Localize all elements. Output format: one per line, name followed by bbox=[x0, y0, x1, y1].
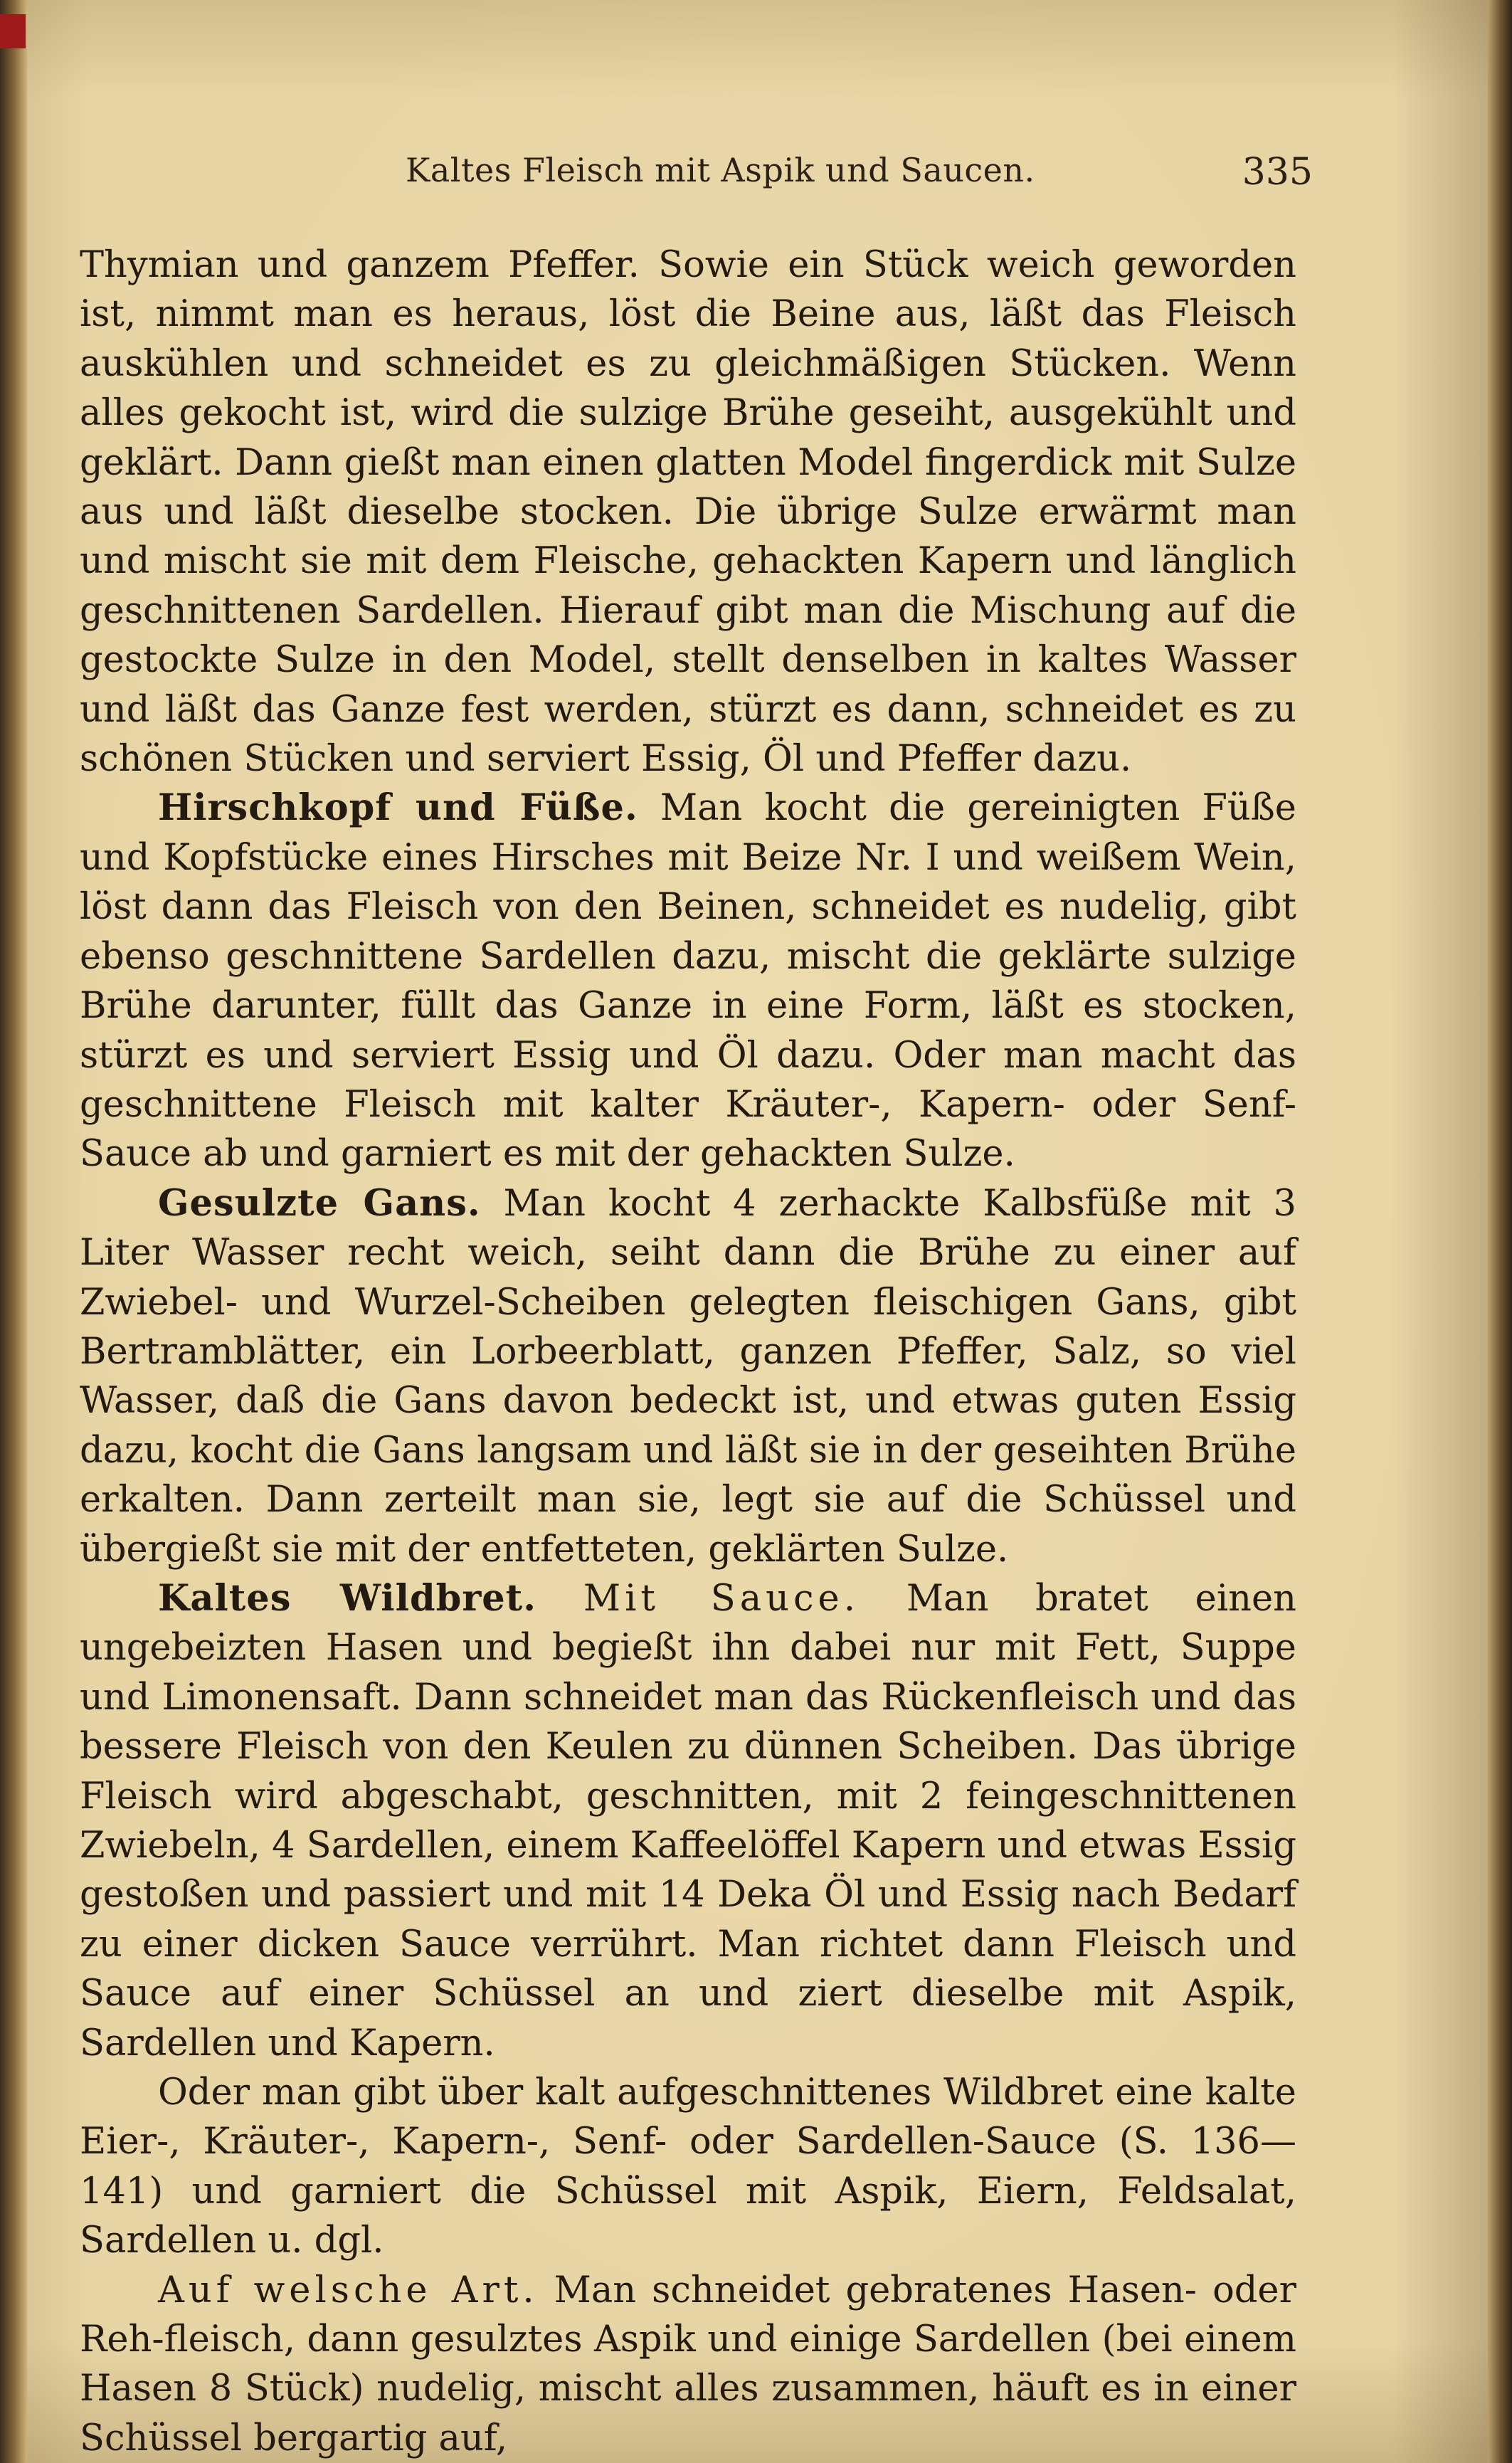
paragraph bbox=[80, 784, 1296, 1178]
red-bookmark-mark bbox=[0, 14, 26, 48]
paragraph bbox=[80, 2068, 1296, 2266]
paragraph-text: Oder man gibt über kalt aufgeschnittenes Wildbret eine kalte Eier-, Kräuter-, Kapern-, Senf- oder Sardellen-Sauce (S. 136—141) und garniert die Schüssel mit Aspik, Eiern, Feldsalat, Sardellen u. dgl. bbox=[80, 2072, 1296, 2262]
paragraph bbox=[80, 2266, 1296, 2463]
recipe-subheading: Mit Sauce. bbox=[583, 1577, 860, 1620]
page-header bbox=[406, 151, 1313, 201]
paragraph-text: Thymian und ganzem Pfeffer. Sowie ein Stück weich geworden ist, nimmt man es heraus, löst die Beine aus, läßt das Fleisch auskühlen und schneidet es zu gleichmäßigen Stücken. Wenn alles gekocht ist, wird die sulzige Brühe geseiht, ausgekühlt und geklärt. Dann gießt man einen glatten Model fingerdick mit Sulze aus und läßt dieselbe stocken. Die übrige Sulze erwärmt man und mischt sie mit dem Fleische, gehackten Kapern und länglich geschnittenen Sardellen. Hierauf gibt man die Mischung auf die gestockte Sulze in den Model, stellt denselben in kaltes Wasser und läßt das Ganze fest werden, stürzt es dann, schneidet es zu schönen Stücken und serviert Essig, Öl und Pfeffer dazu. bbox=[80, 244, 1296, 781]
paragraph-text: Man kocht 4 zerhackte Kalbsfüße mit 3 Liter Wasser recht weich, seiht dann die Brühe zu einer auf Zwiebel- und Wurzel-Scheiben gelegten fleischigen Gans, gibt Bertramblätter, ein Lorbeerblatt, ganzen Pfeffer, Salz, so viel Wasser, daß die Gans davon bedeckt ist, und etwas guten Essig dazu, kocht die Gans langsam und läßt sie in der geseihten Brühe erkalten. Dann zerteilt man sie, legt sie auf die Schüssel und übergießt sie mit der entfetteten, geklärten Sulze. bbox=[80, 1182, 1297, 1571]
recipe-heading: Gesulzte Gans. bbox=[158, 1181, 481, 1225]
recipe-heading: Kaltes Wildbret. bbox=[158, 1576, 536, 1620]
paragraph-text: Man kocht die gereinigten Füße und Kopfstücke eines Hirsches mit Beize Nr. I und weißem Wein, löst dann das Fleisch von den Beinen, schneidet es nudelig, gibt ebenso geschnittene Sardellen dazu, mischt die geklärte sulzige Brühe darunter, füllt das Ganze in eine Form, läßt es stocken, stürzt es und serviert Essig und Öl dazu. Oder man macht das geschnittene Fleisch mit kalter Kräuter-, Kapern- oder Senf-Sauce ab und garniert es mit der gehackten Sulze. bbox=[80, 787, 1296, 1176]
paragraph bbox=[80, 1179, 1296, 1574]
body-text bbox=[80, 241, 1296, 2463]
page-left-edge bbox=[0, 0, 27, 2463]
recipe-heading: Hirschkopf und Füße. bbox=[158, 786, 638, 830]
page-number: 335 bbox=[1242, 151, 1313, 194]
paragraph-text: Man bratet einen ungebeizten Hasen und begießt ihn dabei nur mit Fett, Suppe und Limonensaft. Dann schneidet man das Rückenfleisch und das bessere Fleisch von den Keulen zu dünnen Scheiben. Das übrige Fleisch wird abgeschabt, geschnitten, mit 2 feingeschnittenen Zwiebeln, 4 Sardellen, einem Kaffeelöffel Kapern und etwas Essig gestoßen und passiert und mit 14 Deka Öl und Essig nach Bedarf zu einer dicken Sauce verrührt. Man richtet dann Fleisch und Sauce auf einer Schüssel an und ziert dieselbe mit Aspik, Sardellen und Kapern. bbox=[80, 1577, 1297, 2064]
page-right-edge bbox=[1488, 0, 1512, 2463]
paragraph-text: Man schneidet gebratenes Hasen- oder Reh-fleisch, dann gesulztes Aspik und einige Sardellen (bei einem Hasen 8 Stück) nudelig, mischt alles zusammen, häuft es in einer Schüssel bergartig auf, bbox=[80, 2269, 1296, 2459]
paragraph bbox=[80, 241, 1296, 784]
running-title: Kaltes Fleisch mit Aspik und Saucen. bbox=[406, 151, 1035, 189]
recipe-subheading: Auf welsche Art. bbox=[158, 2269, 539, 2311]
paragraph bbox=[80, 1574, 1296, 2068]
